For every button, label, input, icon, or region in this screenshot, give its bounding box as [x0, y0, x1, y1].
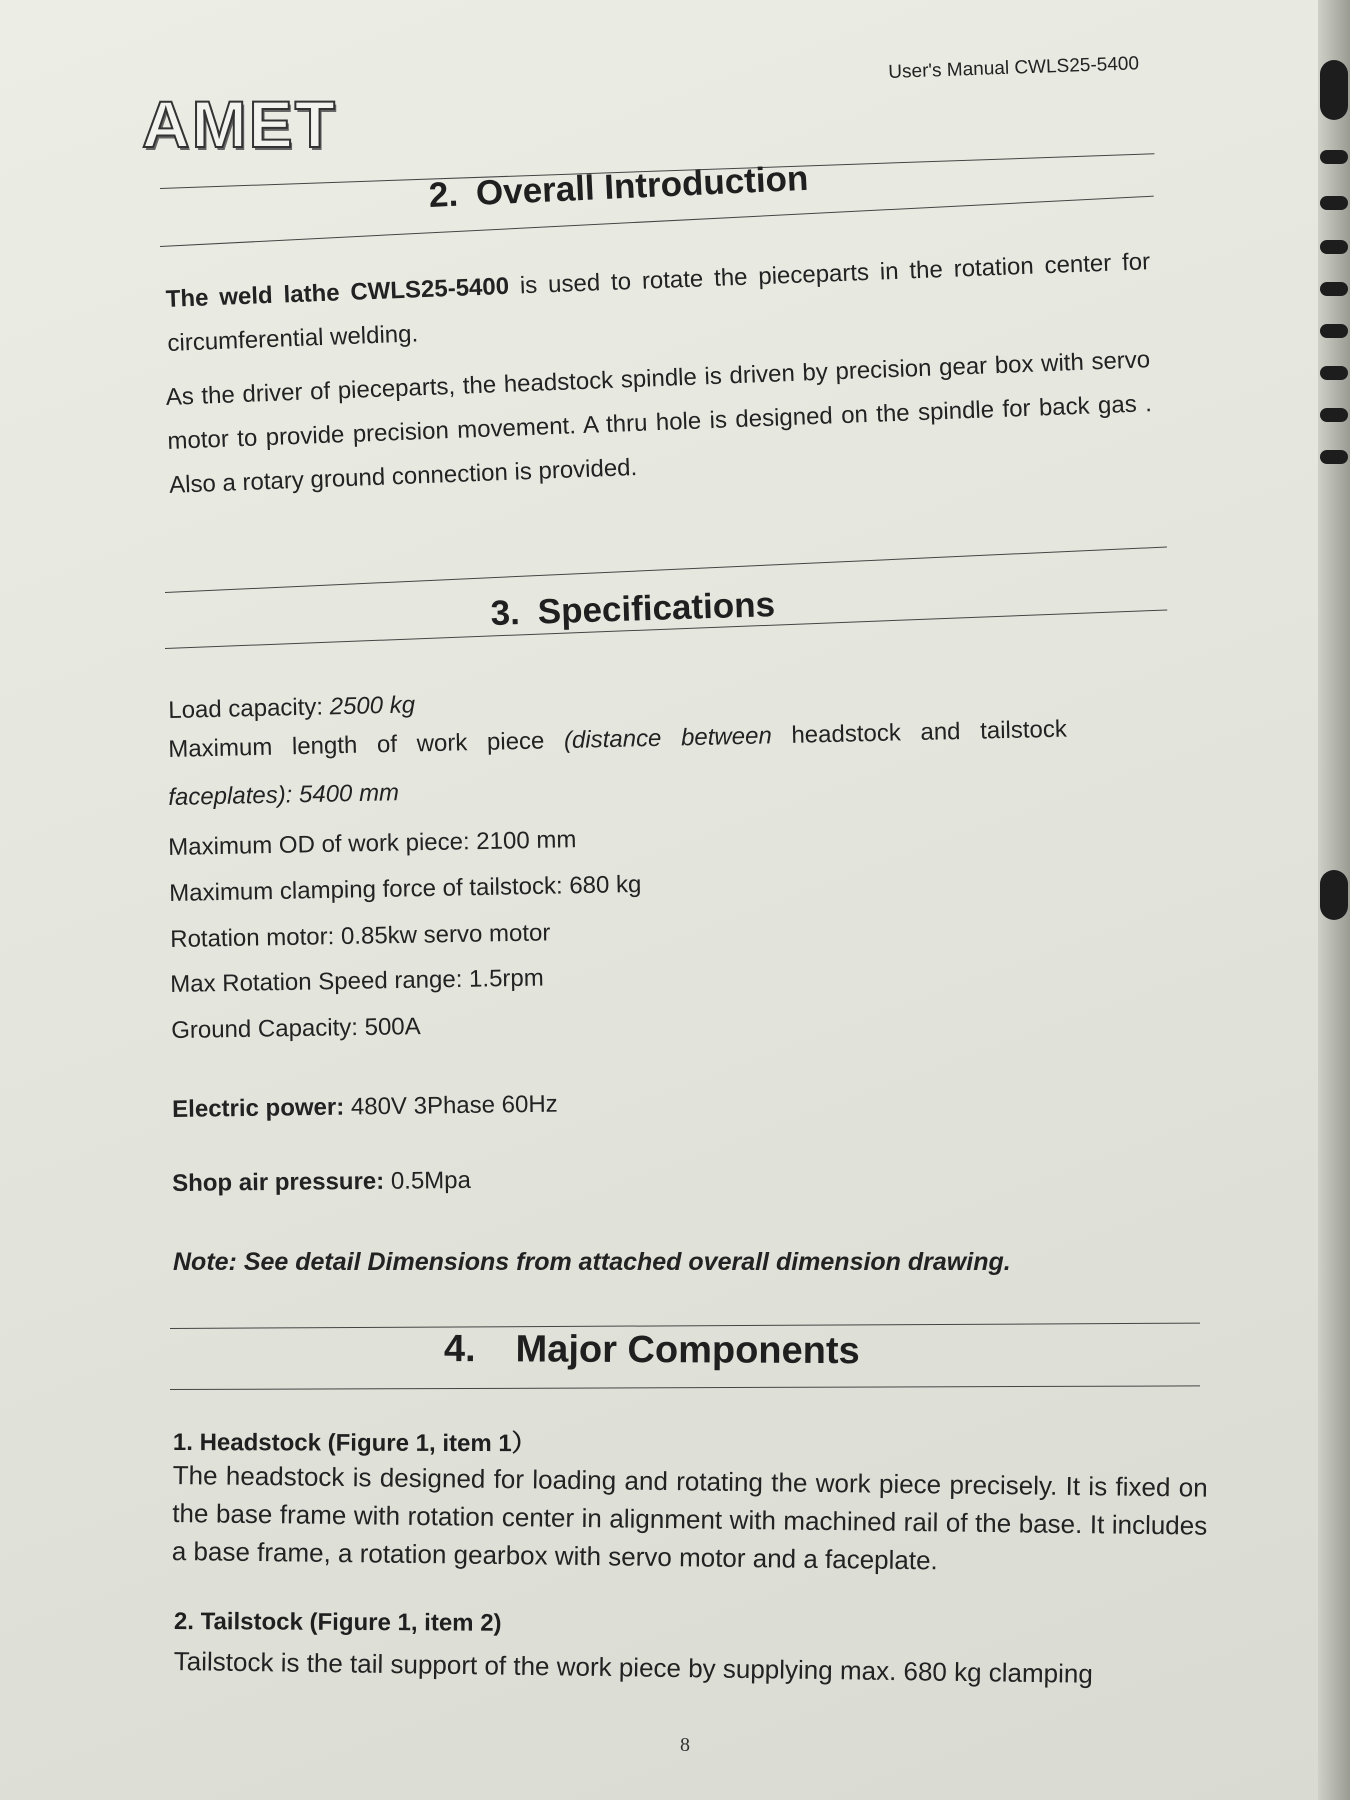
amet-logo: [142, 86, 337, 162]
spec-max-od: Maximum OD of work piece: 2100 mm: [168, 826, 577, 861]
spec-power-value: 480V 3Phase 60Hz: [344, 1090, 558, 1121]
spec-speed-label: Max Rotation Speed range:: [170, 965, 463, 998]
spec-motor-value: 0.85kw servo motor: [334, 919, 551, 951]
section2-p1-text: is used to rotate the pieceparts in the rotation center for circumferential welding.: [166, 248, 1151, 357]
section2-paragraph-2: [165, 338, 1154, 508]
spec-air-value: 0.5Mpa: [384, 1166, 472, 1195]
spec-speed-value: 1.5rpm: [462, 964, 544, 993]
binding-ring: [1320, 450, 1348, 464]
component-2-text: Tailstock is the tail support of the work piece by supplying max. 680 kg clamping: [173, 1646, 1094, 1689]
spec-ground-capacity: Ground Capacity: 500A: [171, 1013, 421, 1044]
spec-maxlen-line2: faceplates): 5400 mm: [168, 779, 400, 811]
spec-power-label: Electric power:: [172, 1093, 345, 1123]
section3-number: 3.: [490, 593, 521, 633]
page-number: 8: [680, 1734, 690, 1756]
section3-rule-top: [165, 547, 1167, 593]
spec-shop-air: [172, 1167, 471, 1198]
section4-title: [444, 1328, 860, 1373]
binding-ring: [1320, 60, 1348, 120]
logo-text: AMET: [142, 87, 337, 161]
product-name: The weld lathe CWLS25-5400: [165, 272, 510, 313]
binding-ring: [1320, 870, 1348, 920]
spec-air-label: Shop air pressure:: [172, 1167, 385, 1197]
section4-rule-bottom: [170, 1385, 1200, 1390]
section2-title-text: Overall Introduction: [475, 158, 810, 213]
binding-ring: [1320, 196, 1348, 210]
manual-header-title: User's Manual CWLS25-5400: [888, 53, 1140, 83]
binding-ring: [1320, 282, 1348, 296]
spec-note: Note: See detail Dimensions from attached overall dimension drawing.: [173, 1248, 1011, 1276]
section4-rule-top: [170, 1323, 1200, 1329]
spec-maxlen-cont: headstock and tailstock: [771, 715, 1068, 750]
spec-rotation-speed: [170, 964, 544, 999]
spec-clamping-force: Maximum clamping force of tailstock: 680 kg: [169, 870, 642, 907]
binding-ring: [1320, 366, 1348, 380]
spec-load-capacity: [168, 691, 415, 725]
section2-number: 2.: [428, 174, 459, 215]
section2-title: [428, 159, 809, 216]
section3-title-text: Specifications: [537, 585, 776, 632]
section4-number: 4.: [443, 1328, 476, 1371]
component-2-heading: 2. Tailstock (Figure 1, item 2): [173, 1608, 502, 1637]
component-1-text: The headstock is designed for loading and rotating the work piece precisely. It is fixed on the base frame with rotation center in alignment with machined rail of the base. It includes a base frame, a rotation gearbox with servo motor and a faceplate.: [171, 1459, 1208, 1576]
spec-motor-label: Rotation motor:: [170, 923, 335, 953]
spec-electric-power: [172, 1091, 558, 1124]
binding-ring: [1320, 408, 1348, 422]
spec-maxlen-label: Maximum length of work piece: [168, 727, 565, 763]
spec-rotation-motor: [170, 919, 551, 954]
spec-max-length-line2: [168, 779, 399, 812]
spec-maxlen-paren: (distance between: [563, 722, 773, 755]
binding-ring: [1320, 150, 1348, 164]
section2-p2-text: As the driver of pieceparts, the headstock spindle is driven by precision gear box with servo motor to provide precision movement. A thru hole is designed on the spindle for back gas . Also a rotary ground connection is provided.: [165, 346, 1153, 499]
section4-title-text: Major Components: [515, 1328, 860, 1373]
binding-spine: [1318, 0, 1350, 1800]
binding-ring: [1320, 240, 1348, 254]
spec-load-label: Load capacity:: [168, 693, 331, 724]
spec-load-value: 2500 kg: [329, 691, 416, 721]
component-1-heading: 1. Headstock (Figure 1, item 1）: [172, 1429, 536, 1458]
binding-ring: [1320, 324, 1348, 338]
